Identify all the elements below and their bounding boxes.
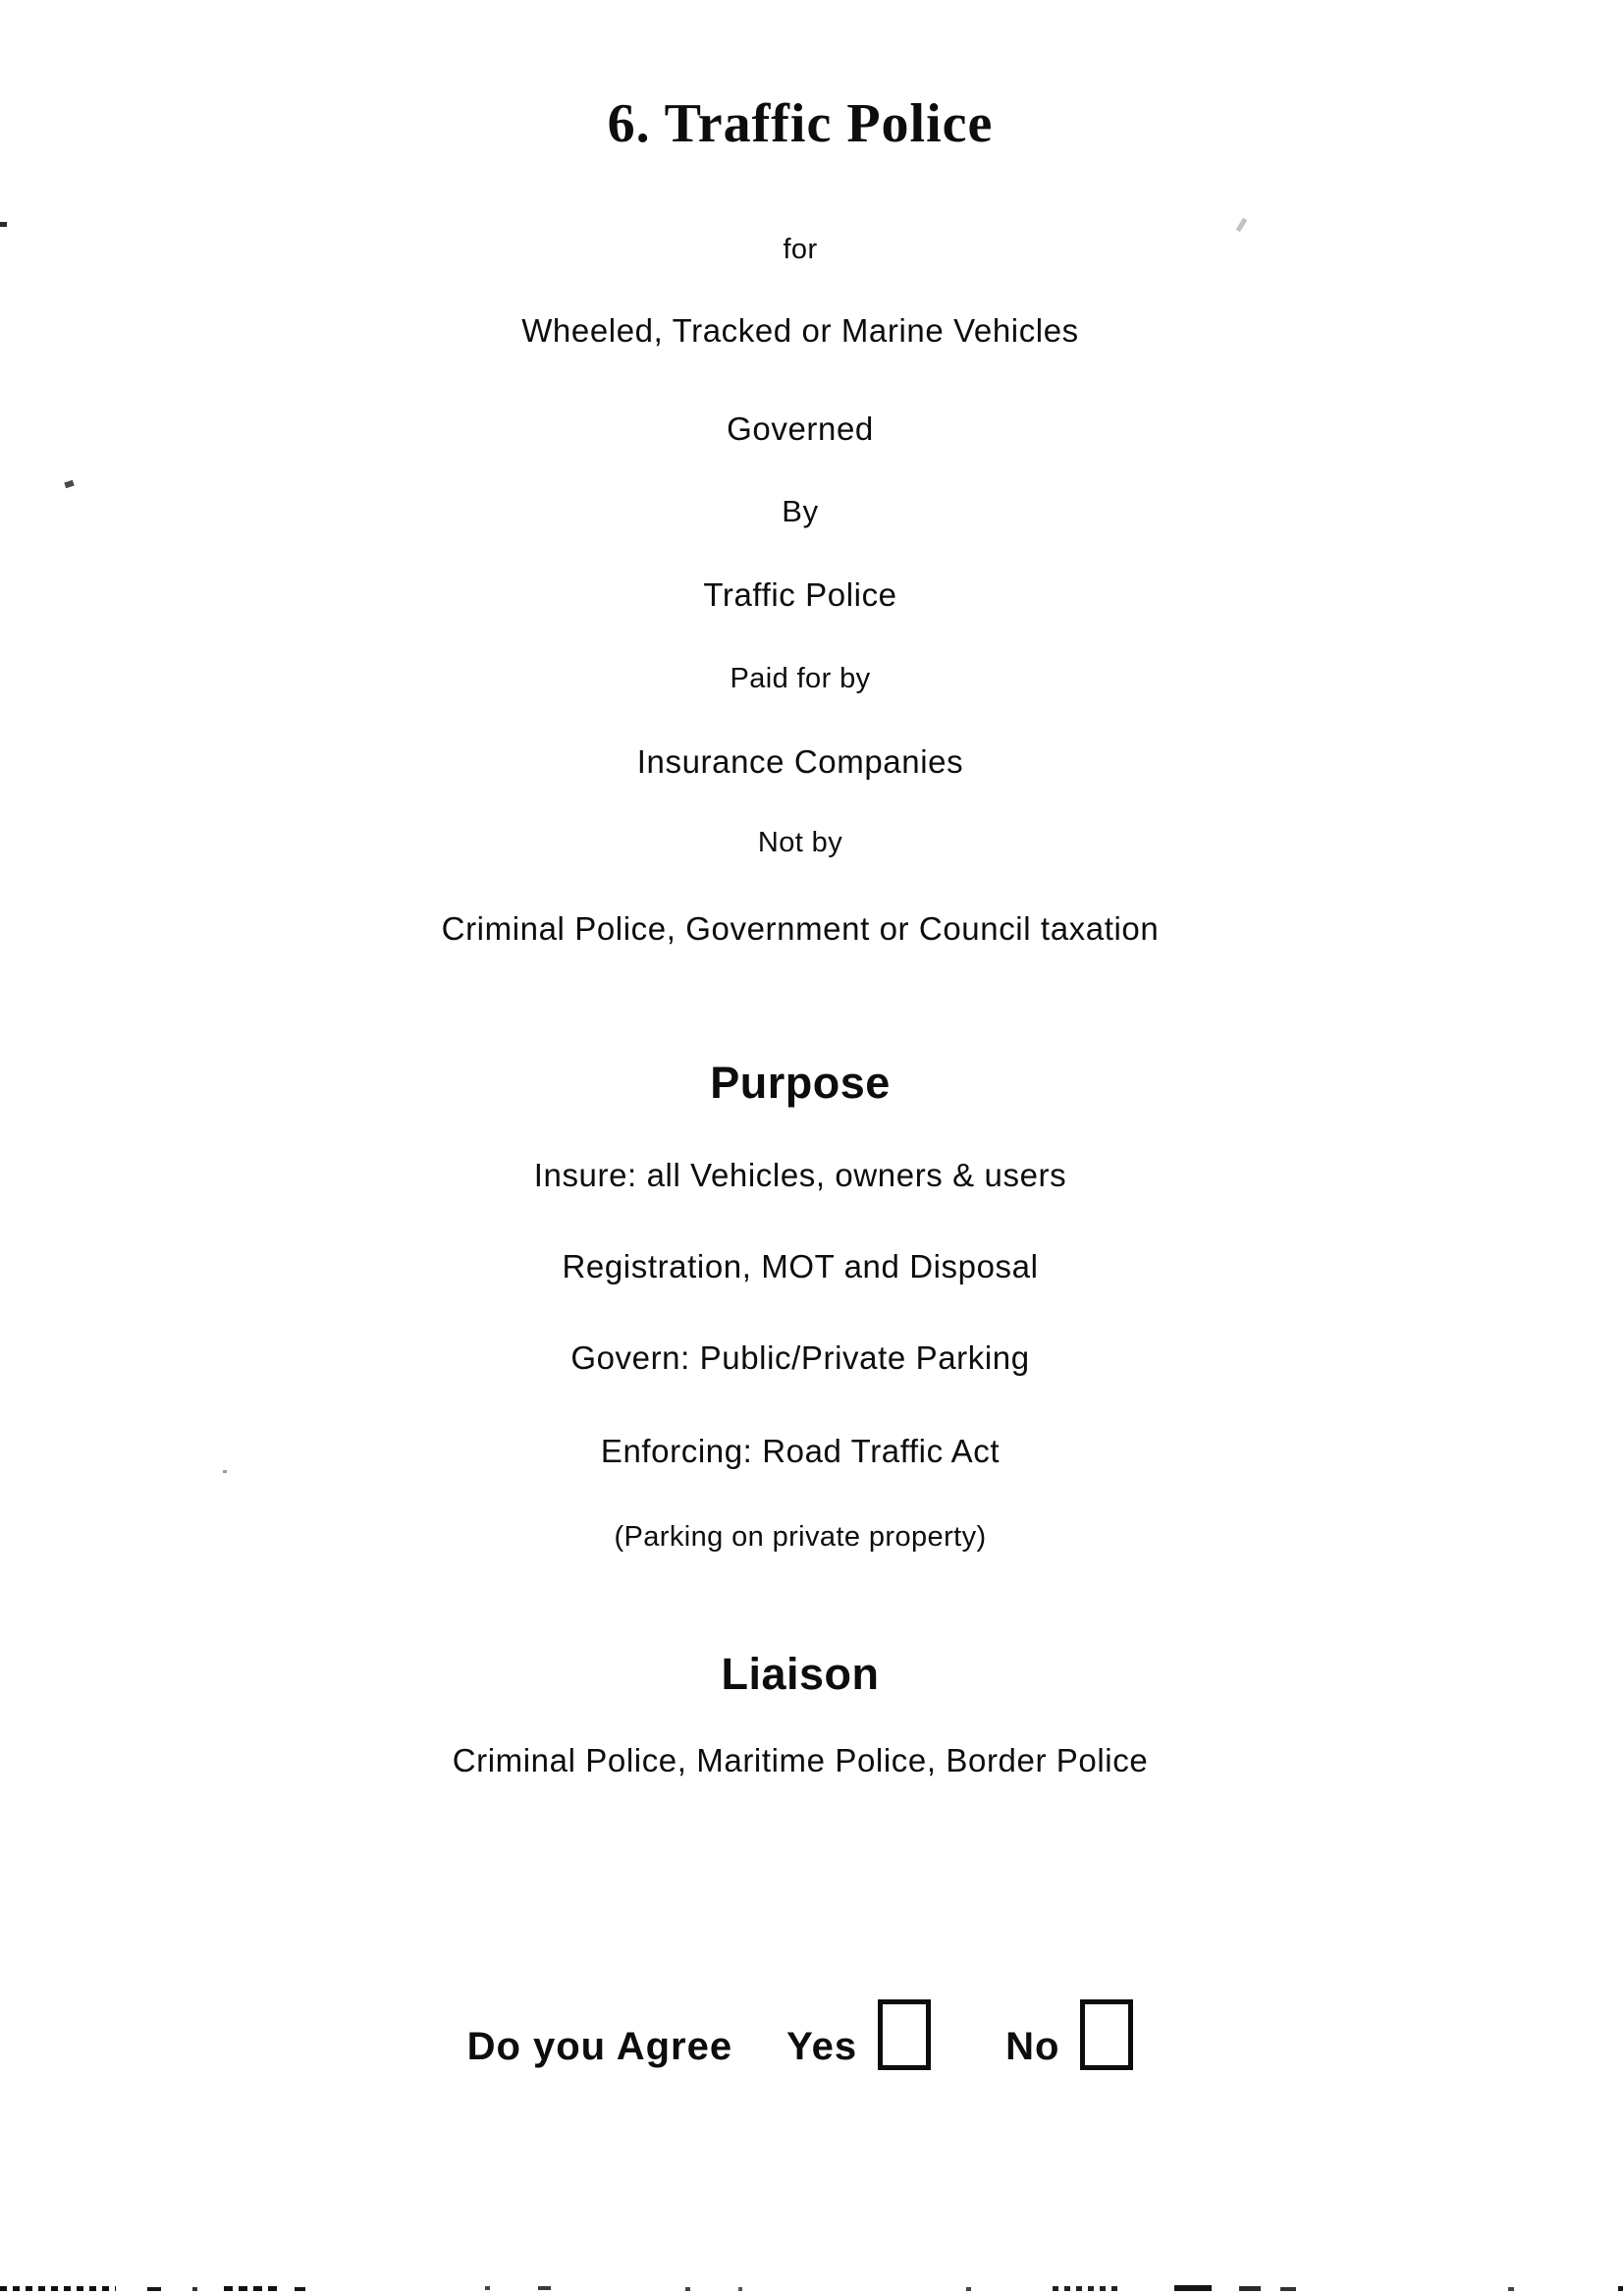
agreement-question-row (0, 2011, 1612, 2082)
purpose-item-registration: Registration, MOT and Disposal (562, 1248, 1039, 1284)
purpose-item-private-parking: (Parking on private property) (614, 1521, 987, 1553)
subtitle-traffic-police: Traffic Police (703, 576, 897, 613)
question-label: Do you Agree (466, 2025, 733, 2068)
subtitle-vehicles: Wheeled, Tracked or Marine Vehicles (521, 312, 1079, 349)
subtitle-not-by: Not by (757, 827, 843, 858)
purpose-item-enforcing: Enforcing: Road Traffic Act (600, 1433, 1001, 1469)
purpose-item-govern: Govern: Public/Private Parking (570, 1339, 1030, 1376)
subtitle-governed: Governed (727, 410, 874, 447)
scan-artifact-line (0, 2282, 1624, 2294)
subtitle-insurance-companies: Insurance Companies (636, 743, 964, 780)
scan-speck (223, 1470, 227, 1473)
subtitle-by: By (782, 494, 819, 528)
purpose-item-insure: Insure: all Vehicles, owners & users (533, 1157, 1067, 1193)
subtitle-for: for (783, 234, 818, 265)
no-checkbox[interactable] (1080, 1999, 1133, 2070)
yes-option-label: Yes (786, 2025, 858, 2068)
no-option-label: No (1005, 2025, 1060, 2068)
section-heading-purpose: Purpose (710, 1058, 891, 1108)
section-heading-liaison: Liaison (721, 1649, 880, 1699)
scan-speck (0, 222, 7, 227)
subtitle-criminal-taxation: Criminal Police, Government or Council taxation (441, 910, 1160, 947)
page-title: 6. Traffic Police (607, 93, 994, 154)
subtitle-paid-for-by: Paid for by (730, 663, 871, 694)
yes-checkbox[interactable] (878, 1999, 931, 2070)
liaison-item-police: Criminal Police, Maritime Police, Border Police (452, 1742, 1149, 1778)
